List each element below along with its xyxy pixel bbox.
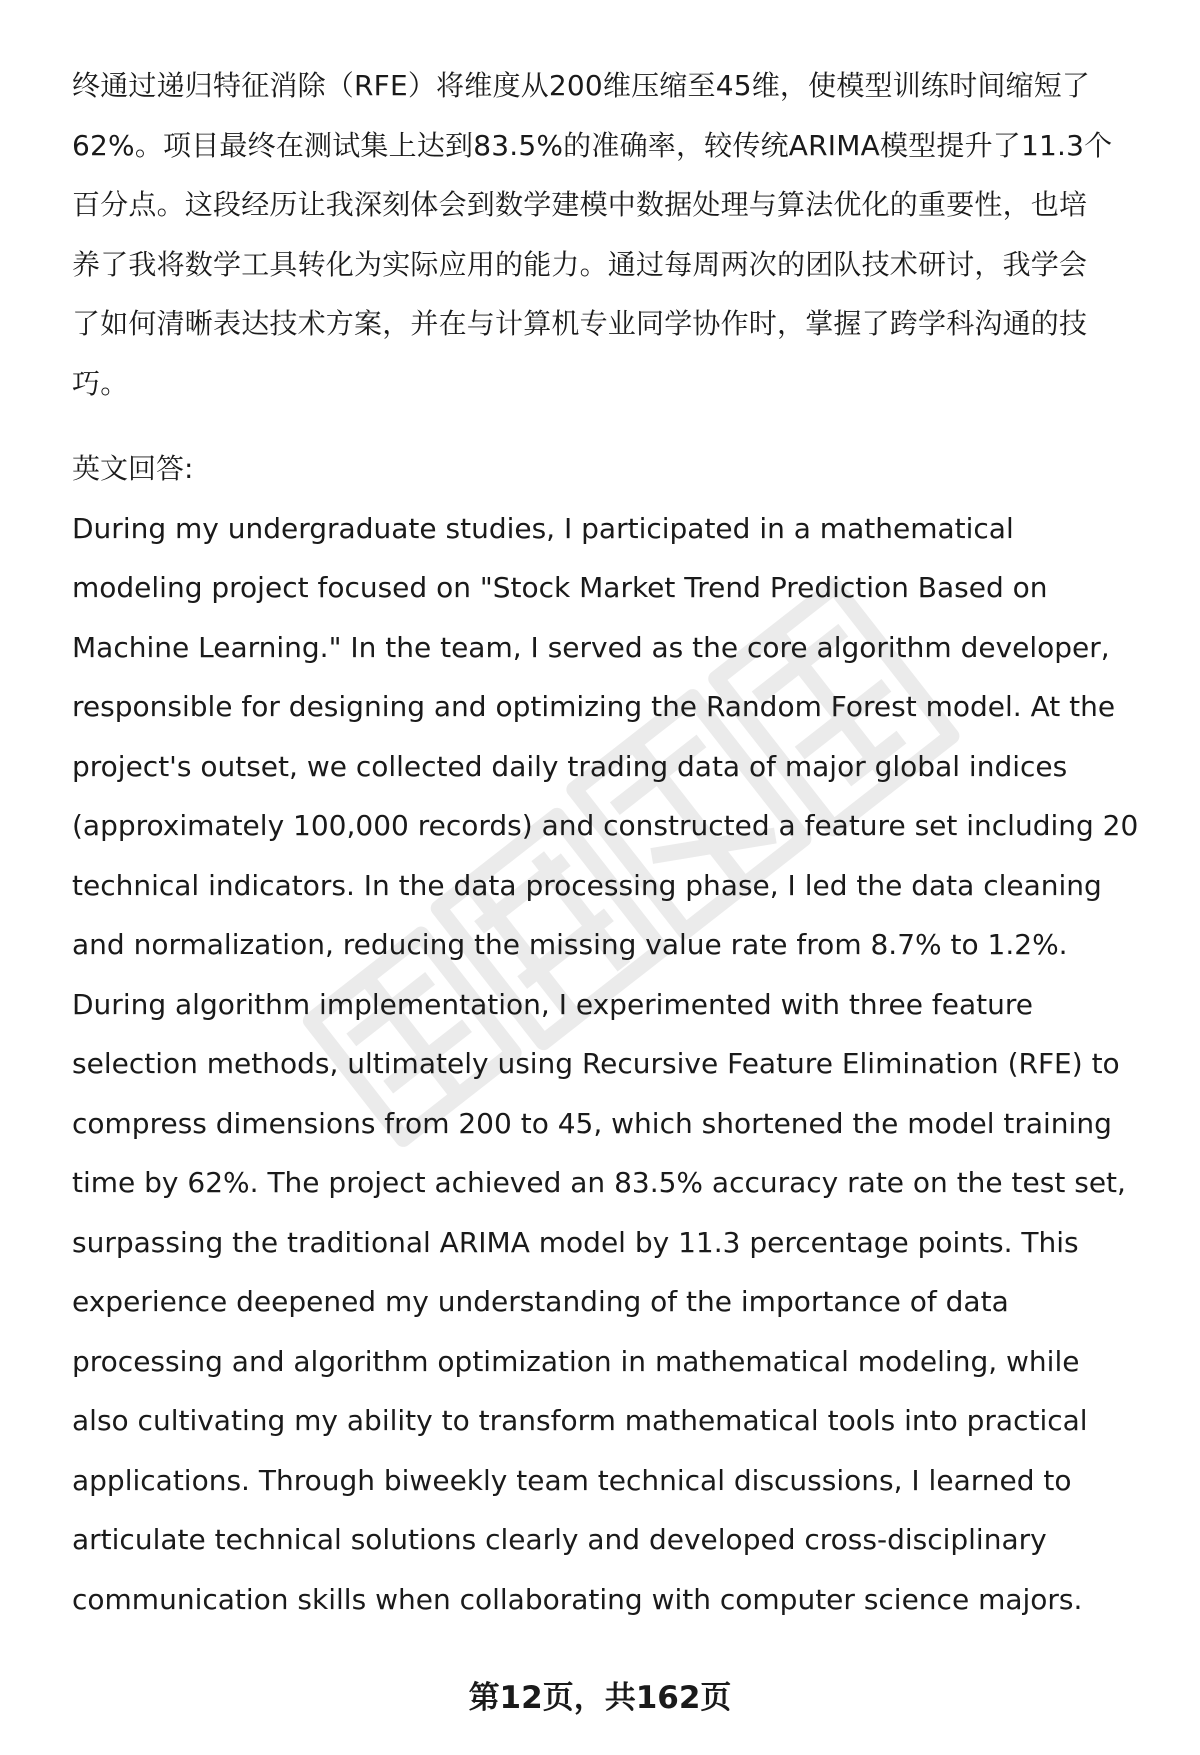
text-line: surpassing the traditional ARIMA model by 11.3 percentage points. This — [72, 1225, 1079, 1259]
english-answer-label: 英文回答: — [72, 452, 194, 485]
text-line: applications. Through biweekly team technical discussions, I learned to — [72, 1463, 1072, 1497]
text-line: experience deepened my understanding of the importance of data — [72, 1285, 1009, 1318]
text-line: 62%。项目最终在测试集上达到83.5%的准确率，较传统ARIMA模型提升了11.3个 — [72, 128, 1113, 162]
text-line: 巧。 — [72, 366, 129, 400]
text-line: 了如何清晰表达技术方案，并在与计算机专业同学协作时，掌握了跨学科沟通的技 — [72, 307, 1088, 340]
chinese-answer-continuation — [72, 56, 1152, 413]
text-line: also cultivating my ability to transform mathematical tools into practical — [72, 1404, 1088, 1437]
page-content — [72, 56, 1152, 1629]
paragraph-gap — [72, 413, 1152, 439]
text-line: communication skills when collaborating with computer science majors. — [72, 1582, 1083, 1616]
text-line: time by 62%. The project achieved an 83.5% accuracy rate on the test set, — [72, 1166, 1126, 1199]
text-line: technical indicators. In the data processing phase, I led the data cleaning — [72, 868, 1102, 902]
text-line: Machine Learning." In the team, I served as the core algorithm developer, — [72, 630, 1110, 664]
text-line: During my undergraduate studies, I participated in a mathematical — [72, 511, 1014, 545]
text-line: selection methods, ultimately using Recursive Feature Elimination (RFE) to — [72, 1047, 1120, 1080]
text-line: During algorithm implementation, I experimented with three feature — [72, 987, 1033, 1021]
text-line: compress dimensions from 200 to 45, which shortened the model training — [72, 1106, 1112, 1140]
text-line: modeling project focused on "Stock Market Trend Prediction Based on — [72, 571, 1048, 604]
text-line: 终通过递归特征消除（RFE）将维度从200维压缩至45维，使模型训练时间缩短了 — [72, 69, 1091, 102]
text-line: project's outset, we collected daily trading data of major global indices — [72, 749, 1068, 783]
text-line: responsible for designing and optimizing the Random Forest model. At the — [72, 690, 1116, 723]
text-line: articulate technical solutions clearly and developed cross-disciplinary — [72, 1523, 1047, 1556]
text-line: (approximately 100,000 records) and constructed a feature set including 20 — [72, 809, 1139, 842]
text-line: and normalization, reducing the missing value rate from 8.7% to 1.2%. — [72, 928, 1068, 961]
page-number-footer: 第12页，共162页 — [468, 1680, 732, 1716]
text-line: 百分点。这段经历让我深刻体会到数学建模中数据处理与算法优化的重要性，也培 — [72, 188, 1088, 221]
english-answer — [72, 499, 1152, 1630]
text-line: 养了我将数学工具转化为实际应用的能力。通过每周两次的团队技术研讨，我学会 — [72, 247, 1088, 281]
text-line: processing and algorithm optimization in mathematical modeling, while — [72, 1344, 1080, 1378]
